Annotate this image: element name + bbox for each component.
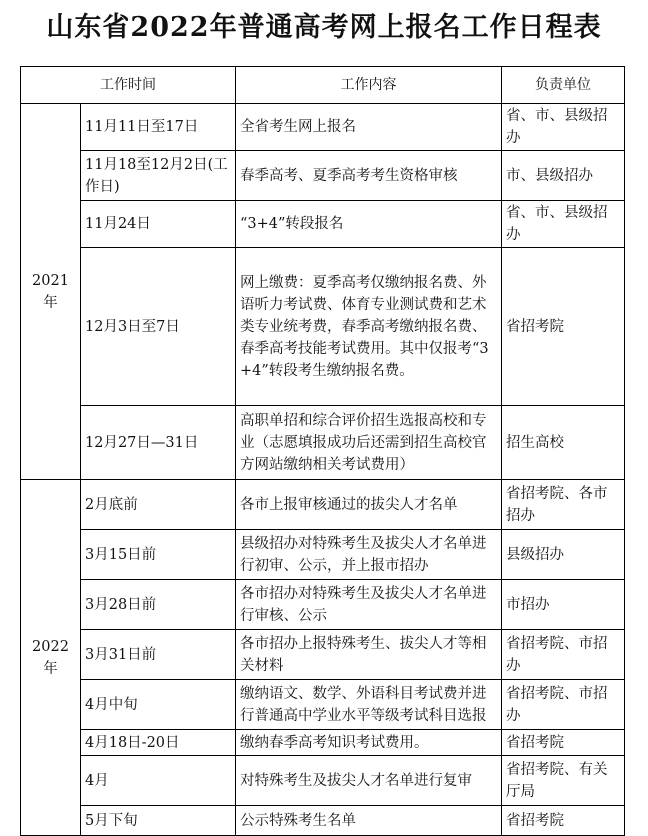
content-cell: 缴纳语文、数学、外语科目考试费并进行普通高中学业水平等级考试科目选报 xyxy=(236,680,502,730)
content-cell: 对特殊考生及拔尖人才名单进行复审 xyxy=(236,756,502,806)
content-cell: 网上缴费：夏季高考仅缴纳报名费、外语听力考试费、体育专业测试费和艺术类专业统考费，春季高考缴纳报名费、春季高考技能考试费用。其中仅报考“3+4”转段考生缴纳报名费。 xyxy=(236,248,502,406)
content-cell: 县级招办对特殊考生及拔尖人才名单进行初审、公示，并上报市招办 xyxy=(236,530,502,580)
unit-cell: 市招办 xyxy=(502,580,625,630)
content-cell: “3+4”转段报名 xyxy=(236,201,502,248)
table-row xyxy=(21,530,625,580)
time-cell: 3月15日前 xyxy=(81,530,236,580)
unit-cell: 招生高校 xyxy=(502,406,625,480)
content-cell: 全省考生网上报名 xyxy=(236,104,502,151)
table-row xyxy=(21,480,625,530)
header-content: 工作内容 xyxy=(236,67,502,104)
unit-cell: 省招考院、有关厅局 xyxy=(502,756,625,806)
table-row xyxy=(21,201,625,248)
header-unit: 负责单位 xyxy=(502,67,625,104)
unit-cell: 省招考院 xyxy=(502,248,625,406)
time-cell: 2月底前 xyxy=(81,480,236,530)
unit-cell: 省招考院、各市招办 xyxy=(502,480,625,530)
time-cell: 11月11日至17日 xyxy=(81,104,236,151)
time-cell: 3月28日前 xyxy=(81,580,236,630)
content-cell: 各市招办对特殊考生及拔尖人才名单进行审核、公示 xyxy=(236,580,502,630)
year-cell: 2022年 xyxy=(21,480,81,836)
time-cell: 3月31日前 xyxy=(81,630,236,680)
unit-cell: 省、市、县级招办 xyxy=(502,104,625,151)
table-row xyxy=(21,680,625,730)
unit-cell: 省招考院、市招办 xyxy=(502,680,625,730)
time-cell: 4月中旬 xyxy=(81,680,236,730)
table-row xyxy=(21,756,625,806)
unit-cell: 省、市、县级招办 xyxy=(502,201,625,248)
table-row xyxy=(21,248,625,406)
time-cell: 4月18日-20日 xyxy=(81,730,236,756)
time-cell: 12月27日—31日 xyxy=(81,406,236,480)
table-header-row xyxy=(21,67,625,104)
content-cell: 缴纳春季高考知识考试费用。 xyxy=(236,730,502,756)
content-cell: 高职单招和综合评价招生选报高校和专业（志愿填报成功后还需到招生高校官方网站缴纳相关考试费用） xyxy=(236,406,502,480)
time-cell: 11月18至12月2日(工作日) xyxy=(81,151,236,201)
table-row xyxy=(21,406,625,480)
unit-cell: 市、县级招办 xyxy=(502,151,625,201)
time-cell: 12月3日至7日 xyxy=(81,248,236,406)
unit-cell: 县级招办 xyxy=(502,530,625,580)
table-row xyxy=(21,730,625,756)
schedule-table xyxy=(20,66,625,836)
unit-cell: 省招考院、市招办 xyxy=(502,630,625,680)
time-cell: 5月下旬 xyxy=(81,806,236,836)
content-cell: 各市上报审核通过的拔尖人才名单 xyxy=(236,480,502,530)
unit-cell: 省招考院 xyxy=(502,730,625,756)
unit-cell: 省招考院 xyxy=(502,806,625,836)
time-cell: 4月 xyxy=(81,756,236,806)
table-row xyxy=(21,104,625,151)
time-cell: 11月24日 xyxy=(81,201,236,248)
content-cell: 各市招办上报特殊考生、拔尖人才等相关材料 xyxy=(236,630,502,680)
table-row xyxy=(21,806,625,836)
table-row xyxy=(21,151,625,201)
content-cell: 春季高考、夏季高考考生资格审核 xyxy=(236,151,502,201)
content-cell: 公示特殊考生名单 xyxy=(236,806,502,836)
year-cell: 2021年 xyxy=(21,104,81,480)
header-time: 工作时间 xyxy=(21,67,236,104)
table-row xyxy=(21,580,625,630)
table-row xyxy=(21,630,625,680)
page-title: 山东省2022年普通高考网上报名工作日程表 xyxy=(46,12,602,43)
